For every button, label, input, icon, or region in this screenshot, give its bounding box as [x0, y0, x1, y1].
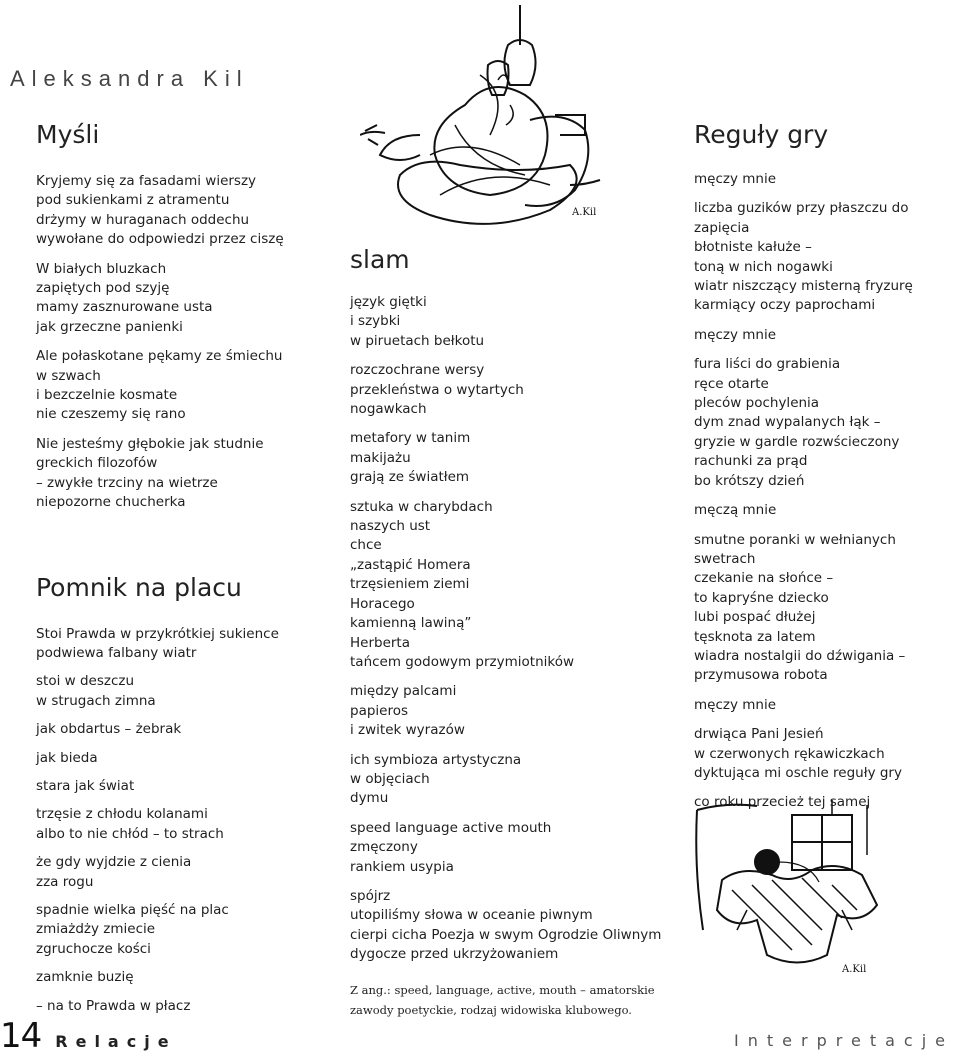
stanza: język giętki i szybki w piruetach bełkotu [350, 294, 485, 349]
stanza: stoi w deszczu w strugach zimna [36, 673, 156, 709]
stanza: trzęsie z chłodu kolanami albo to nie chłód – to strach [36, 806, 224, 842]
stanza: spadnie wielka pięść na plac zmiażdży zmiecie zgruchocze kości [36, 901, 229, 957]
stanza: zamknie buzię [36, 969, 134, 986]
stanza: męczy mnie [694, 696, 777, 713]
column-middle [350, 245, 690, 975]
stanza: jak obdartus – żebrak [36, 721, 182, 738]
stanza: spójrz utopiliśmy słowa w oceanie piwnym cierpi cicha Poezja w swym Ogrodzie Oliwnym dygocze przed ukrzyżowaniem [350, 887, 662, 963]
vases-illustration [360, 5, 610, 240]
column-left [36, 120, 336, 1025]
column-right [694, 120, 960, 823]
stanza: sztuka w charybdach naszych ust chce „zastąpić Homera trzęsieniem ziemi Horacego kamienną lawiną” Herberta tańcem godowym przymiotników [350, 498, 575, 670]
stanza: męczy mnie [694, 171, 777, 187]
stanza: Ale połaskotane pękamy ze śmiechu w szwach i bezczelnie kosmate nie czeszemy się rano [36, 348, 283, 423]
stanza: liczba guzików przy płaszczu do zapięcia błotniste kałuże – toną w nich nogawki wiatr niszczący misterną fryzurę karmiący oczy paprochami [694, 200, 913, 314]
footnote: Z ang.: speed, language, active, mouth – amatorskie zawody poetyckie, rodzaj widowiska klubowego. [350, 983, 655, 1017]
poem-title-slam: slam [350, 245, 410, 274]
author-name: Aleksandra Kil [10, 66, 249, 91]
footer-left [0, 1016, 177, 1056]
stanza: – na to Prawda w płacz [36, 997, 191, 1014]
stanza: rozczochrane wersy przekleństwa o wytartych nogawkach [350, 362, 524, 418]
stanza: ich symbioza artystyczna w objęciach dymu [350, 751, 522, 807]
stanza: drwiąca Pani Jesień w czerwonych rękawiczkach dyktująca mi oschle reguły gry [694, 726, 902, 781]
sweater-illustration [692, 800, 897, 980]
stanza: że gdy wyjdzie z cienia zza rogu [36, 854, 192, 890]
poem-title-pomnik: Pomnik na placu [36, 572, 242, 602]
poem-title-mysli: Myśli [36, 120, 100, 149]
page-number: 14 [0, 1016, 42, 1056]
section-name-left: Relacje [55, 1032, 177, 1051]
stanza: metafory w tanim makijażu grają ze światłem [350, 430, 471, 486]
stanza: jak bieda [36, 749, 98, 766]
poem-title-reguly-gry: Reguły gry [694, 120, 829, 149]
stanza: między palcami papieros i zwitek wyrazów [350, 683, 465, 739]
illustration-signature: A.Kil [842, 964, 867, 975]
stanza: co roku przecież tej samej [694, 794, 871, 811]
stanza: W białych bluzkach zapiętych pod szyję mamy zasznurowane usta jak grzeczne panienki [36, 260, 213, 335]
stanza: fura liści do grabienia ręce otarte pleców pochylenia dym znad wypalanych łąk – gryzie w gardle rozwścieczony rachunki za prąd bo krótszy dzień [694, 356, 900, 489]
stanza: speed language active mouth zmęczony rankiem usypia [350, 819, 552, 875]
stanza: Kryjemy się za fasadami wierszy pod sukienkami z atramentu drżymy w huraganach oddechu wywołane do odpowiedzi przez ciszę [36, 173, 284, 248]
section-name-right: Interpretacje [734, 1031, 954, 1050]
stanza: smutne poranki w wełnianych swetrach czekanie na słońce – to kapryśne dziecko lubi pospać dłużej tęsknota za latem wiadra nostalgii do dźwigania – przymusowa robota [694, 531, 906, 684]
illustration-signature: A.Kil [572, 207, 597, 218]
stanza: Nie jesteśmy głębokie jak studnie greckich filozofów – zwykłe trzciny na wietrze niepozorne chucherka [36, 435, 264, 511]
stanza: męczą mnie [694, 502, 777, 519]
stanza: męczy mnie [694, 326, 777, 343]
stanza: stara jak świat [36, 777, 135, 794]
stanza: Stoi Prawda w przykrótkiej sukience podwiewa falbany wiatr [36, 625, 279, 661]
